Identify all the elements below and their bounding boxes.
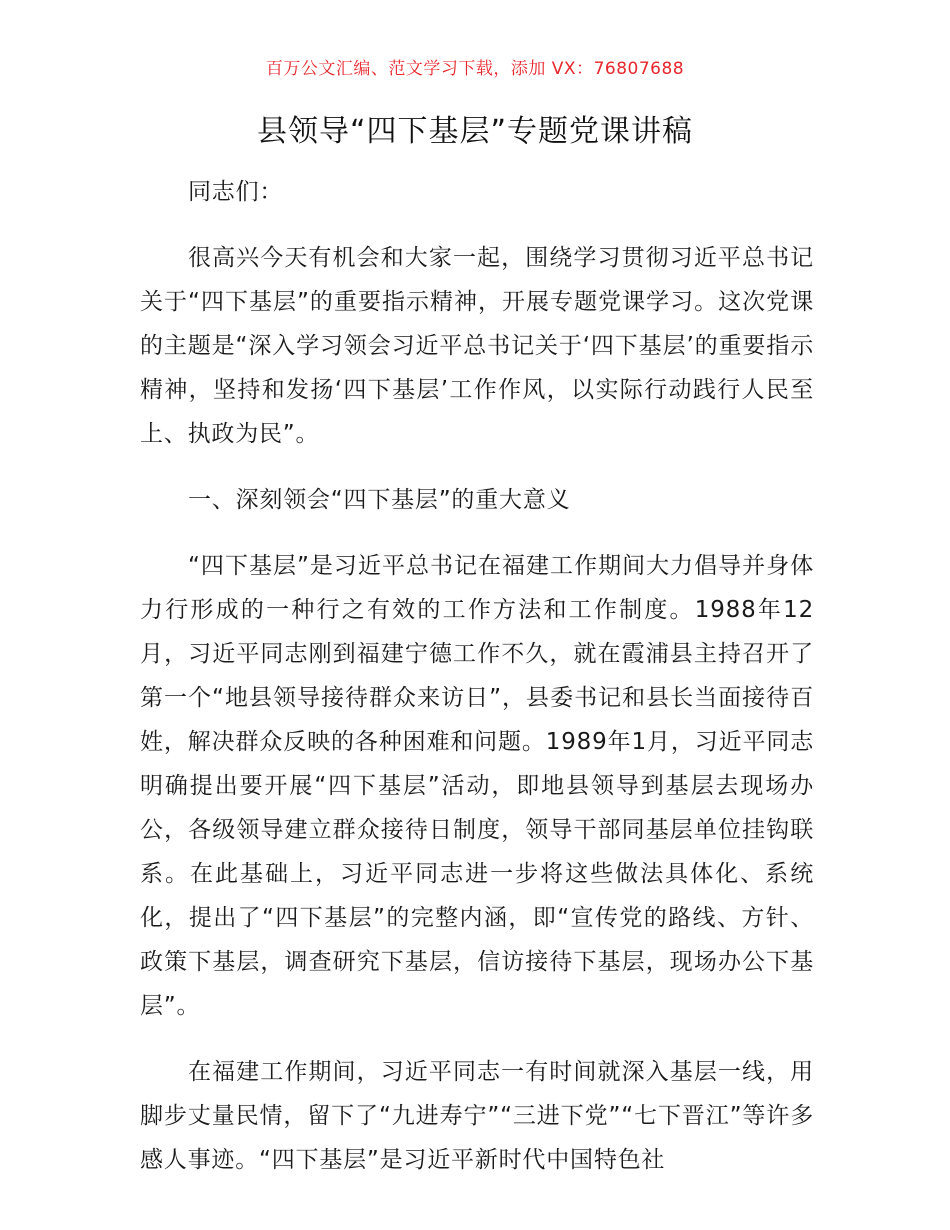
greeting: 同志们： — [188, 179, 284, 205]
document-title: 县领导“四下基层”专题党课讲稿 — [256, 114, 694, 149]
body-paragraph: 在福建工作期间，习近平同志一有时间就深入基层一线，用脚步丈量民情，留下了“九进寿宁”“三进下党”“七下晋江”等许多感人事迹。“四下基层”是习近平新时代中国特色社 — [140, 1059, 814, 1173]
promo-banner: 百万公文汇编、范文学习下载，添加 VX：76807688 — [265, 59, 685, 79]
body-paragraph: “四下基层”是习近平总书记在福建工作期间大力倡导并身体力行形成的一种行之有效的工作方法和工作制度。1988年12月，习近平同志刚到福建宁德工作不久，就在霞浦县主持召开了第一个“地县领导接待群众来访日”，县委书记和县长当面接待百姓，解决群众反映的各种困难和问题。1989年1月，习近平同志明确提出要开展“四下基层”活动，即地县领导到基层去现场办公，各级领导建立群众接待日制度，领导干部同基层单位挂钩联系。在此基础上，习近平同志进一步将这些做法具体化、系统化，提出了“四下基层”的完整内涵，即“宣传党的路线、方针、政策下基层，调查研究下基层，信访接待下基层，现场办公下基层”。 — [140, 553, 814, 1019]
intro-paragraph: 很高兴今天有机会和大家一起，围绕学习贯彻习近平总书记关于“四下基层”的重要指示精神，开展专题党课学习。这次党课的主题是“深入学习领会习近平总书记关于‘四下基层’的重要指示精神，坚持和发扬‘四下基层’工作作风，以实际行动践行人民至上、执政为民”。 — [140, 245, 814, 447]
section-heading: 一、深刻领会“四下基层”的重大意义 — [188, 487, 571, 513]
document-body — [140, 170, 814, 1182]
